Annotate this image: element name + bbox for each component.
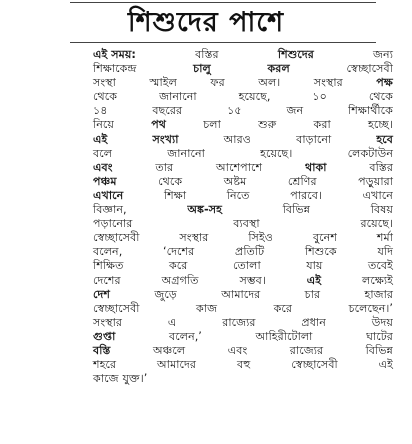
article-word: স্বেচ্ছাসেবী: [93, 301, 140, 315]
article-word: ১৫: [227, 104, 242, 118]
article-word: এবং: [93, 160, 113, 174]
article-word: জানানো: [159, 90, 197, 104]
article-word: দেশের: [93, 273, 121, 287]
article-word: যায়: [306, 259, 323, 273]
article-word: বস্তির: [195, 48, 219, 61]
article-word: এবং: [227, 343, 248, 357]
article-word: হয়েছে,: [238, 90, 271, 104]
article-word: রয়েছে।: [360, 217, 393, 231]
article-line: [93, 330, 393, 344]
article-word: স্বেচ্ছাসেবী: [346, 62, 393, 76]
article-word: জানানো: [167, 146, 205, 160]
article-body: [93, 48, 393, 386]
article-word: এই সময়:: [93, 48, 136, 61]
article-word: তার: [155, 160, 174, 174]
article-word: হাজার: [364, 287, 393, 301]
article-word: বিভিন্ন: [282, 203, 311, 217]
article-word: ১৪: [93, 104, 108, 118]
article-word: হয়েছে।: [260, 146, 293, 160]
article-word: করে: [273, 301, 293, 315]
article-word: লেকটাউন: [347, 146, 393, 160]
article-line: [93, 118, 393, 132]
article-word: বাড়ানো: [296, 132, 332, 146]
article-word: বস্তি: [93, 343, 111, 357]
article-line: [93, 104, 393, 118]
article-word: সংস্থার: [93, 315, 123, 329]
article-word: এই: [306, 273, 322, 287]
article-word: চলেছেন।’: [348, 301, 393, 315]
article-line: [93, 358, 393, 372]
article-line: [93, 147, 393, 161]
article-line: [93, 133, 393, 147]
article-word: পক্ষ: [376, 76, 393, 90]
article-line: [93, 372, 393, 386]
article-line: [93, 316, 393, 330]
article-word: এ: [167, 315, 177, 329]
article-word: জুড়ে: [154, 287, 177, 301]
article-line: [93, 161, 393, 175]
article-line: [93, 231, 393, 245]
article-word: এই: [93, 132, 108, 146]
article-word: বুনেশ: [312, 231, 337, 245]
article-line: [93, 217, 393, 231]
article-word: শিক্ষা: [163, 188, 187, 202]
article-line: [93, 274, 393, 288]
article-word: আরও: [223, 132, 252, 146]
article-word: অঙ্ক-সহ: [187, 203, 222, 217]
article-word: বলেন,: [93, 245, 123, 259]
article-word: করল: [267, 62, 290, 76]
article-line: [93, 288, 393, 302]
article-line: [93, 344, 393, 358]
article-word: ফর: [210, 76, 225, 90]
article-word: সিইও: [248, 231, 274, 245]
article-line: [93, 62, 393, 76]
article-word: পড়ানোর: [93, 217, 133, 231]
article-word: চালু: [193, 62, 211, 76]
article-word: গুপ্তা: [93, 329, 116, 343]
article-word: সংস্থার: [179, 231, 209, 245]
article-word: বিষয়: [370, 203, 393, 217]
article-word: কাজ: [196, 301, 218, 315]
article-word: আমাদের: [157, 358, 197, 372]
article-word: শিক্ষার্থীকে: [348, 104, 393, 118]
article-word: শ্রেণির: [287, 174, 317, 188]
article-word: স্মাইল: [149, 76, 177, 90]
article-word: সংস্থা: [93, 76, 116, 90]
article-word: সংস্থার: [313, 76, 343, 90]
article-word: জন: [286, 104, 304, 118]
article-word: তোলা: [232, 259, 261, 273]
article-word: ব্যবস্থা: [233, 217, 260, 231]
article-word: চলা: [203, 118, 221, 132]
article-word: বিভিন্ন: [365, 343, 393, 357]
article-line: [93, 175, 393, 189]
article-word: অগ্রগতি: [161, 273, 199, 287]
headline-bottom-rule: [70, 42, 376, 43]
article-word: হচ্ছে।: [367, 118, 393, 132]
article-word: লক্ষ্যেই: [362, 273, 393, 287]
article-line: [93, 189, 393, 203]
article-word: বিজ্ঞান,: [93, 203, 127, 217]
article-line: [93, 203, 393, 217]
article-word: সংখ্যা: [152, 132, 179, 146]
article-word: যদি: [377, 245, 393, 259]
article-word: বস্তির: [369, 160, 393, 174]
article-word: থেকে: [158, 174, 183, 188]
article-word: পড়ুয়ারা: [358, 174, 393, 188]
article-line: [93, 259, 393, 273]
article-word: থাকা: [304, 160, 327, 174]
article-word: চার: [304, 287, 321, 301]
article-word: থেকে: [93, 90, 118, 104]
article-word: দেশ: [93, 287, 111, 301]
article-word: রাজ্যের: [222, 315, 256, 329]
article-word: শর্মা: [376, 231, 393, 245]
article-word: নিয়ে: [93, 118, 114, 132]
article-word: শিশুকে: [304, 245, 337, 259]
article-word: পথ: [151, 118, 167, 132]
article-word: অঞ্চলে: [152, 343, 186, 357]
headline-top-rule: [70, 2, 376, 3]
headline: শিশুদের পাশে: [127, 7, 285, 38]
article-word: শিশুদের: [277, 48, 314, 61]
article-line: [93, 245, 393, 259]
article-word: ১০: [312, 90, 327, 104]
article-word: বলেন,’: [169, 329, 202, 343]
article-word: এখানে: [362, 188, 393, 202]
article-line: [93, 90, 393, 104]
article-word: পারবে।: [290, 188, 322, 202]
article-word: আমাদের: [221, 287, 261, 301]
article-word: স্বেচ্ছাসেবী: [93, 231, 140, 245]
article-word: স্বেচ্ছাসেবী: [291, 358, 338, 372]
article-word: শুরু: [258, 118, 277, 132]
article-word: উদয়: [371, 315, 393, 329]
article-line: [93, 48, 393, 62]
article-word: করে: [168, 259, 188, 273]
article-word: তবেই: [368, 259, 393, 273]
article-word: বছরের: [152, 104, 183, 118]
article-word: রাজ্যের: [289, 343, 324, 357]
article-word: নিতে: [226, 188, 250, 202]
article-word: প্রধান: [301, 315, 326, 329]
article-word: ‘দেশের: [163, 245, 195, 259]
article-word: ঘাটের: [366, 329, 393, 343]
article-word: করা: [313, 118, 331, 132]
article-word: অল।: [258, 76, 281, 90]
article-word: বহু: [236, 358, 251, 372]
article-word: বলে: [93, 146, 113, 160]
article-word: হবে: [376, 132, 393, 146]
article-word: শহরে: [93, 358, 117, 372]
article-word: থেকে: [368, 90, 393, 104]
article-word: এখানে: [93, 188, 124, 202]
article-word: আহিরীটোলা: [255, 329, 313, 343]
article-word: শিক্ষিত: [93, 259, 124, 273]
article-word: শিক্ষাকেন্দ্র: [93, 62, 137, 76]
article-word: জন্য: [373, 48, 393, 61]
article-line: [93, 76, 393, 90]
article-word: আশেপাশে: [216, 160, 263, 174]
article-word: কাজে: [93, 372, 119, 386]
article-word: পঞ্চম: [93, 174, 117, 188]
article-word: যুক্ত।’: [122, 372, 148, 386]
article-word: প্রতিটি: [234, 245, 265, 259]
article-word: সম্ভব।: [239, 273, 266, 287]
article-word: এই: [378, 358, 393, 372]
article-word: অষ্টম: [223, 174, 247, 188]
article-line: [93, 302, 393, 316]
